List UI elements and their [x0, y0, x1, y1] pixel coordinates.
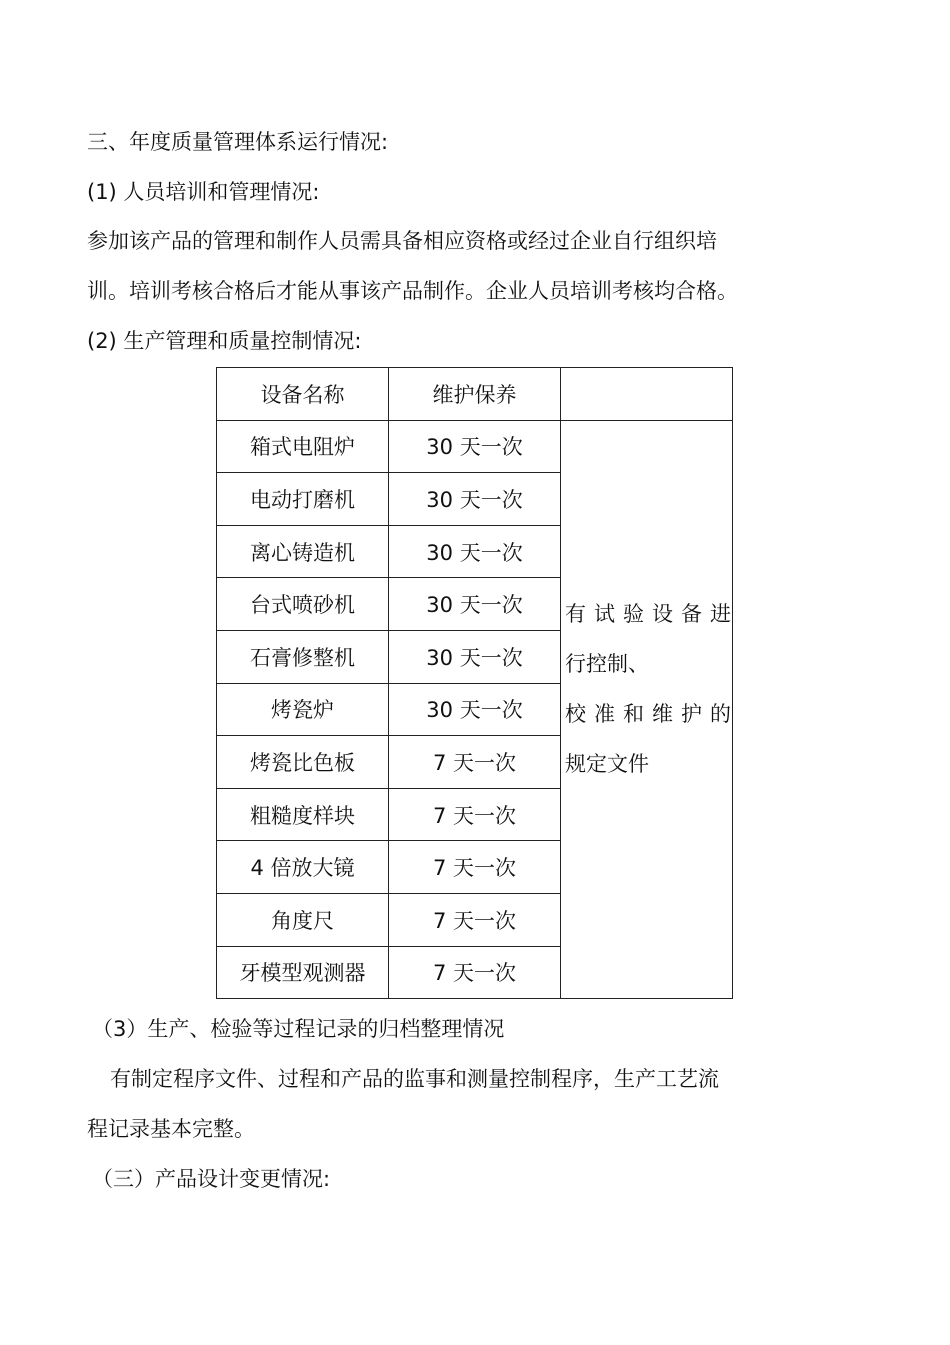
note-line: 校准和维护的 [565, 701, 731, 726]
maintenance-cell: 30 天一次 [389, 630, 561, 683]
equipment-name-cell: 台式喷砂机 [217, 578, 389, 631]
section-heading: 三、年度质量管理体系运行情况: [87, 130, 389, 154]
note-line: 规定文件 [565, 751, 649, 776]
maintenance-cell: 30 天一次 [389, 420, 561, 473]
maintenance-cell: 30 天一次 [389, 578, 561, 631]
maintenance-cell: 7 天一次 [389, 841, 561, 894]
sub1-paragraph-line1: 参加该产品的管理和制作人员需具备相应资格或经过企业自行组织培 [87, 229, 717, 253]
sub3-paragraph-line1: 有制定程序文件、过程和产品的监事和测量控制程序，生产工艺流 [110, 1067, 719, 1091]
equipment-name-cell: 粗糙度样块 [217, 788, 389, 841]
equipment-name-cell: 离心铸造机 [217, 525, 389, 578]
note-cell [561, 420, 733, 999]
note-line: 有试验设备进 [565, 601, 731, 626]
header-blank [561, 368, 733, 421]
maintenance-cell: 7 天一次 [389, 946, 561, 999]
equipment-maintenance-table [216, 367, 733, 999]
header-maintenance: 维护保养 [389, 368, 561, 421]
equipment-name-cell: 烤瓷炉 [217, 683, 389, 736]
sub3-paragraph-line2: 程记录基本完整。 [87, 1117, 255, 1141]
sub1-paragraph-line2: 训。培训考核合格后才能从事该产品制作。企业人员培训考核均合格。 [87, 279, 738, 303]
maintenance-cell: 30 天一次 [389, 683, 561, 736]
header-equipment-name: 设备名称 [217, 368, 389, 421]
section3-heading: （三）产品设计变更情况: [92, 1167, 331, 1191]
table-header-row [217, 368, 733, 421]
equipment-name-cell: 箱式电阻炉 [217, 420, 389, 473]
note-line: 行控制、 [565, 651, 649, 676]
equipment-name-cell: 角度尺 [217, 893, 389, 946]
equipment-name-cell: 烤瓷比色板 [217, 736, 389, 789]
sub1-heading: (1) 人员培训和管理情况: [87, 180, 320, 204]
maintenance-cell: 7 天一次 [389, 736, 561, 789]
equipment-name-cell: 电动打磨机 [217, 473, 389, 526]
maintenance-cell: 30 天一次 [389, 473, 561, 526]
maintenance-cell: 7 天一次 [389, 893, 561, 946]
sub3-heading: （3）生产、检验等过程记录的归档整理情况 [92, 1017, 505, 1041]
equipment-name-cell: 4 倍放大镜 [217, 841, 389, 894]
equipment-name-cell: 牙模型观测器 [217, 946, 389, 999]
sub2-heading: (2) 生产管理和质量控制情况: [87, 329, 362, 353]
maintenance-cell: 30 天一次 [389, 525, 561, 578]
table-row [217, 420, 733, 473]
equipment-name-cell: 石膏修整机 [217, 630, 389, 683]
maintenance-cell: 7 天一次 [389, 788, 561, 841]
